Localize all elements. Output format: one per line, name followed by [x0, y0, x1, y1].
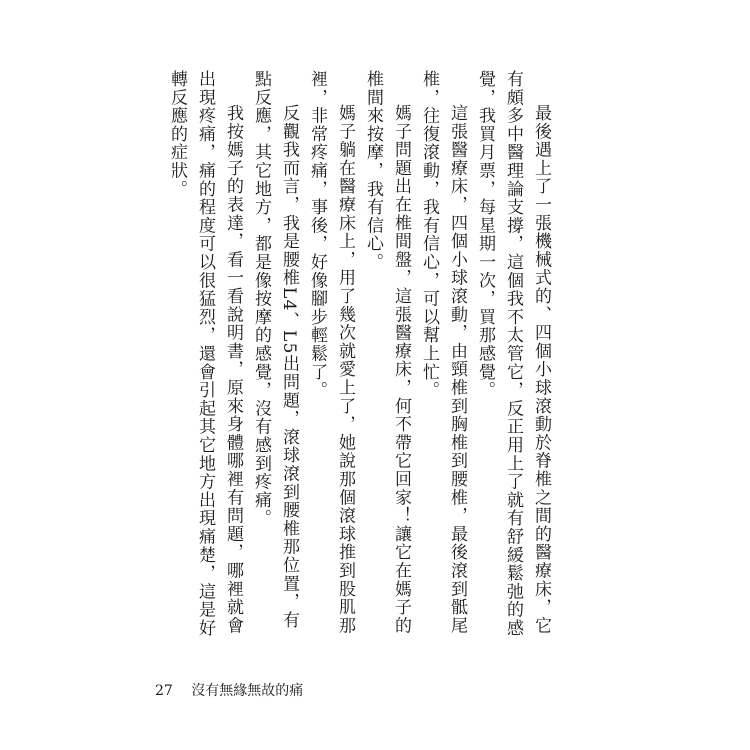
body-text	[167, 70, 555, 645]
running-title: 沒有無緣無故的痛	[191, 683, 304, 699]
paragraph-4: 媽子躺在醫療床上，用了幾次就愛上了，她說那個滾球推到股肌那裡，非常疼痛，事後，好像腳步輕鬆了。	[307, 70, 355, 635]
page-number: 27	[155, 683, 173, 699]
paragraph-6: 我按媽子的表達，看一看說明書，原來身體哪裡有問題，哪裡就會出現疼痛，痛的程度可以很猛烈，還會引起其它地方出現痛楚，這是好轉反應的症狀。	[167, 70, 243, 638]
paragraph-3: 媽子問題出在椎間盤，這張醫療床，何不帶它回家！讓它在媽子的椎間來按摩，我有信心。	[363, 70, 411, 635]
paragraph-1: 最後遇上了一張機械式的、四個小球滾動於脊椎之間的醫療床，它有頗多中醫理論支撐，這個我不太管它，反正用上了就有舒緩鬆弛的感覺，我買月票，每星期一次，買那感覺。	[475, 70, 551, 638]
page-footer	[155, 680, 303, 700]
paragraph-5: 反觀我而言，我是腰椎L4、L5出問題，滾球滾到腰椎那位置，有點反應，其它地方，都是像按摩的感覺，沒有感到疼痛。	[251, 70, 299, 630]
paragraph-2: 這張醫療床，四個小球滾動，由頸椎到胸椎到腰椎，最後滾到骶尾椎，往復滾動，我有信心，可以幫上忙。	[419, 70, 467, 635]
